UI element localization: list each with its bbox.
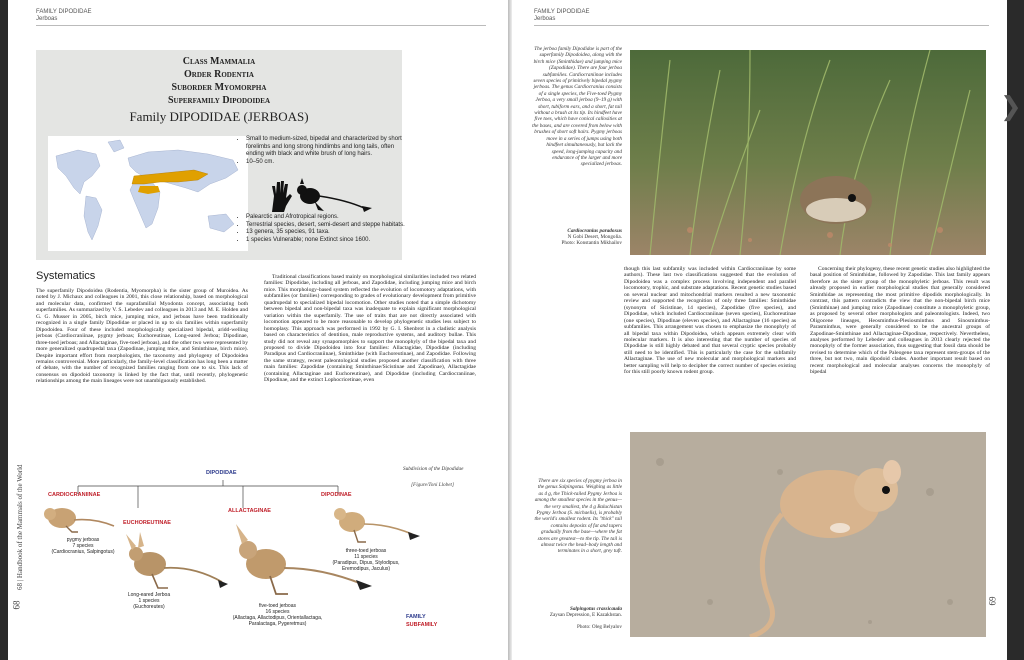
legend-subfamily: SUBFAMILY bbox=[406, 622, 438, 628]
legend-family: FAMILY bbox=[406, 614, 426, 620]
body-column-2: Traditional classifications based mainly on morphological similarities included two related families: Dipodidae, including all jerboas, and Zapodidae, including jumping mice and birch mice. This morphology-based system reflected the evolution of locomotory adaptations, with subfamilies (or families) corresponding to grades of evolutionary development from primitive quadrupedal to specialized bipedal locomotion. Other studies noted that a simple dichotomy between bipedal and non-bipedal taxa was inadequate to explain significant morphological variation within the superfamily. The use of traits that are not directly associated with locomotion appeared to be more reasonable to develop phylogenetic studies less subject to homoplasy. This approach was performed in 1992 by G. I. Shenbrot in a cladistic analysis based on characteristics of dentition, male reproductive systems, and auditory bullae. This study did not reveal any synapomorphies to support the monophyly of the bipedal taxa and proposed to divide Dipodoidea into four families: Allactagidae, Dipodidae (including Paradipus and Cardiocraniinae), Sminthidae (with Euchoreutinae), and Zapodidae. Following the same strategy, recent paleontological studies proposed another classification with three main families: Zapodidae (containing Sminthinae/Sicistinae and Zapodinae), Allactagidae (containing Allactaginae and Euchoreutinae), and Dipodidae (including Cardiocraniinae, Dipodinae, and the extinct Lophocricetinae, even bbox=[264, 274, 476, 384]
size-silhouette bbox=[268, 178, 378, 219]
left-page bbox=[8, 0, 508, 660]
right-page bbox=[512, 0, 1007, 660]
classification-box bbox=[36, 50, 405, 260]
photo1-credit: Photo: Konstantin Mikhailov bbox=[561, 240, 622, 246]
header-rule-right bbox=[534, 25, 989, 26]
subfamily-euchoreutinae: EUCHOREUTINAE bbox=[123, 520, 171, 526]
photo2-location: Zaysan Depression, E Kazakhstan. bbox=[549, 612, 622, 618]
tree-root-label: DIPODIDAE bbox=[206, 470, 237, 476]
distribution-map bbox=[48, 136, 248, 251]
page-number-left: 68 bbox=[11, 600, 22, 610]
running-header: FAMILY DIPODIDAE Jerboas bbox=[36, 9, 92, 22]
class-label: Class Mammalia bbox=[182, 56, 256, 67]
long-eared-jerboa-illustration bbox=[118, 532, 228, 592]
photo1-species: Cardiocranius paradoxus bbox=[567, 228, 622, 234]
order-label: Order Rodentia bbox=[183, 69, 254, 80]
header-rule bbox=[36, 25, 486, 26]
species-label-five-toed: five-toed jerboas 16 species (Allactaga, Allactodipus, Orientallactaga, Paralactaga, Pygeretmus) bbox=[232, 603, 323, 627]
subfamily-cardiocraniinae: CARDIOCRANIINAE bbox=[48, 492, 101, 498]
three-toed-jerboa-illustration bbox=[326, 498, 421, 548]
superfamily-label: Superfamily Dipodoidea bbox=[167, 95, 270, 106]
facts-list-top: • Small to medium-sized, bipedal and characterized by short forelimbs and long strong hindlimbs and long tails, often ending with black and white brush of long hairs. • 10–50 cm. bbox=[236, 136, 408, 166]
subfamily-allactaginae: ALLACTAGINAE bbox=[228, 508, 271, 514]
tree-caption: Subdivision of the Dipodidae bbox=[403, 466, 464, 472]
running-header-right: FAMILY DIPODIDAE Jerboas bbox=[534, 9, 590, 22]
family-title: Family DIPODIDAE (JERBOAS) bbox=[129, 109, 309, 124]
photo1-location: N Gobi Desert, Mongolia. bbox=[567, 234, 622, 240]
body-column-1: The superfamily Dipodoidea (Rodentia, Myomorpha) is the sister group of Muroidea. As noted by J. Michaux and colleagues in 2001, this close relationship, based on morphological and molecular data, confirmed the suprafamilial Myodonta concept, associating both superfamilies. As summarized by V. S. Lebedev and colleagues in 2013 and M. E. Holden and G. G. Musser in 2005, birch mice, jumping mice, and jerboas have been traditionally recognized in a single family Dipodidae or placed in up to six families within superfamily Dipodoidea. Four of these included morphologically specialized bipedal, aridd-welling jerboas (Cardiocraniinae, pygmy jerboas; Euchoreutinae, Long-eared Jerboa; Dipodinae, three-toed jerboas; and Allactaginae, five-toed jerboas), and the other two were represented by more generalized quadrupedal taxa (Zapodinae, jumping mice, and Sminthinae, birch mice). Despite important effort from morphologists, the taxonomy and phylogeny of Dipodoidea remains controversial. More particularly, the family-level classification has long been a matter of debate, with the number of recognized families ranging from one to six. This lack of consensus on dipodoid taxonomy is linked by the fact that, until recently, phylogenetic relationships among the main lineages were not unambiguously established. bbox=[36, 288, 248, 385]
suborder-label: Suborder Myomorpha bbox=[171, 82, 267, 93]
page-number-right: 69 bbox=[987, 596, 998, 606]
photo2-credit: Photo: Oleg Belyalov bbox=[577, 624, 622, 630]
section-title: Systematics bbox=[36, 270, 96, 282]
species-label-pygmy: pygmy jerboas 7 species (Cardiocranius, Salpingotus) bbox=[51, 537, 115, 555]
body-column-right-1: though this last subfamily was included within Cardiocraniinae by some authors). These last two classifications suggested that the evolution of Dipodoidea was a complex process involving independent and parallel locomotory, trophic, and substrate adaptations. Recent genetic studies based on several nuclear and mitochondrial markers resulted a new taxonomic review and supported the recognition of only three families: Sminthidae (synonym of Sicistinae, 14 species), Zapodidae (five species), and Dipodidae, which included Cardiocraniinae (seven species), Euchoreutinae (one species), Dipodinae (eleven species), and Allactaginae (16 species) as subfamilies. This arrangement was chosen to emphasize the monophyly of all bipedal taxa within Dipodoidea, which appears extremely clear with molecular markers. It is also interesting that the number of species of Dipodidae is still highly debated and that several cryptic species probably still need to be identified. This is particularly the case for the subfamily Allactaginae. The use of new molecular and morphological markers and better sampling will help to decipher the correct number of species existing for this still poorly known rodent group. bbox=[624, 266, 796, 376]
jerboa-silhouette-icon bbox=[297, 178, 372, 212]
photo2-caption: There are six species of pygmy jerboa in the genus Salpingotus. Weighing as little as 4 g, the Thick-tailed Pygmy Jerboa is among the smallest species in the genus—the very smallest, the 4 g Baluchistan Pygmy Jerboa (S. michaelis), is probably the world's smallest rodent. Its "thick" tail contains deposits of fat and tapers gradually from the base—where the fat stores are greatest—to the tip. The tail is almost twice the head–body length and terminates in a short, grey tuft. bbox=[534, 478, 622, 555]
photo-thick-tailed-pygmy-jerboa bbox=[630, 432, 986, 637]
species-label-long-eared: Long-eared Jerboa 1 species (Euchoreutes) bbox=[127, 592, 171, 610]
photo1-caption: The jerboa family Dipodidae is part of the superfamily Dipodoidea, along with the birch mice (Sminthidae) and jumping mice (Zapodidae). There are four jerboa subfamilies. Cardiocraniinae includes seven species of primitively bipedal pygmy jerboas. The genus Cardiocranius consists of a single species, the Five-toed Pygmy Jerboa, a very small jerboa (9–19 g) with short, tubiform ears, and a short, fat tail without a brush at its tip. Its hindfeet have five toes, which have conical callosities at the bases, and are covered from below with brushes of short soft hairs. Pygmy jerboas move in a series of jumps using both hindfeet simultaneously, but lack the speed, long-jumping capacity and endurance of the larger and more specialized jerboas. bbox=[532, 46, 622, 168]
facts-list-bottom: • Palearctic and Afrotropical regions. • Terrestrial species, desert, semi-desert and steppe habitats. • 13 genera, 35 species, 91 taxa. • 1 species Vulnerable; none Extinct since 1600. bbox=[236, 214, 408, 244]
body-column-right-2: Concerning their phylogeny, these recent genetic studies also highlighted the basal position of Sminthidae, followed by Zapodidae. This last family appears therefore as the sister group of the monophyletic jerboas. This result was already proposed in earlier morphological studies that generally considered Sminthidae as representing the most primitive dipodids morphologically. In contrast, this pattern contradicts the view that the non-bipedal birch mice (Sminthinae) and jumping mice (Zapodinae) constitute a monophyletic group, as proposed by several other morphologists and paleontologists. Indeed, two Oligocene lineages, Heosminthus-Plesiosminthus and Sinosminthus-Parasminthus, were generally considered to be the ancestral groups of Zapodinae-Sminthinae and Allactaginae-Dipodinae, respectively. Nevertheless, analyses performed by Lebedev and colleagues in 2013 clearly rejected the monophyly of the former association, thus suggesting that fossil data should be revised to determine which of the Paleogene taxa represent stem-groups of the three, but not two, main dipodoid clades. Another important result based on recent morphological and molecular analyses concerns the monophyly of bipedal bbox=[810, 266, 990, 376]
chevron-right-icon[interactable]: ❯ bbox=[1000, 92, 1022, 122]
hand-scale-icon bbox=[272, 181, 292, 212]
pygmy-jerboa-illustration bbox=[38, 500, 118, 534]
species-label-three-toed: three-toed jerboas 11 species (Paradipus, Dipus, Stylodipus, Eremodipus, Jaculus) bbox=[332, 548, 400, 572]
photo2-species: Salpingotus crassicauda bbox=[569, 606, 622, 612]
photo-five-toed-pygmy-jerboa bbox=[630, 50, 986, 255]
vertical-running-title: 68 | Handbook of the Mammals of the World bbox=[16, 464, 24, 590]
tree-credit: [Figure/Toni Llobet] bbox=[411, 482, 454, 488]
subfamily-dipodinae: DIPODINAE bbox=[321, 492, 352, 498]
